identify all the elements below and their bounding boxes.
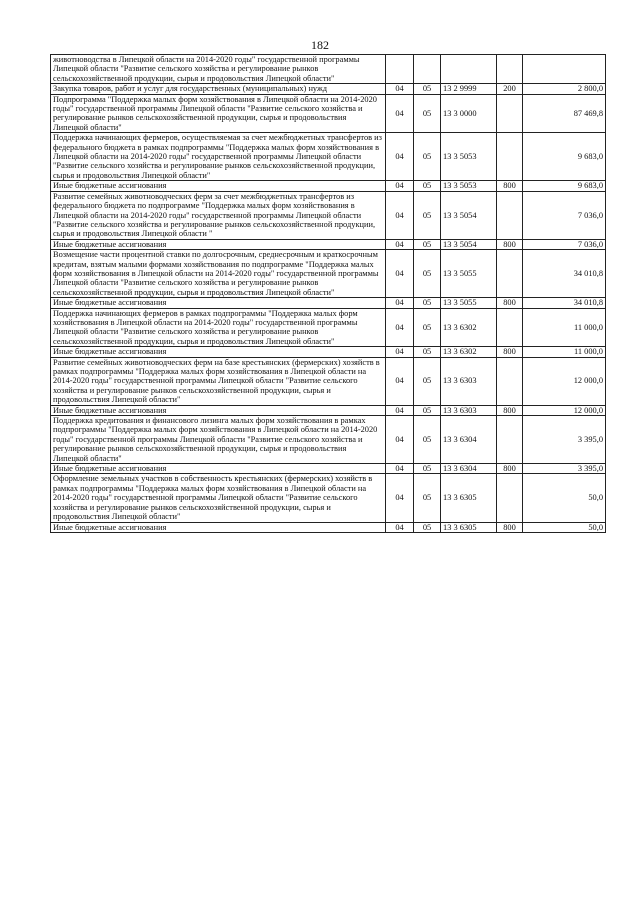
table-row <box>51 239 606 249</box>
row-name: животноводства в Липецкой области на 2014-2020 годы" государственной программы Липецкой области "Развитие сельского хозяйства и регулирование рынков сельскохозяйственной продукции, сырья и продовольствия Липецкой области" <box>51 55 386 84</box>
row-name: Оформление земельных участков в собственность крестьянских (фермерских) хозяйств в рамках подпрограммы "Поддержка малых форм хозяйствования в Липецкой области на 2014-2020 годы" государственной программы Липецкой области "Развитие сельского хозяйства и регулирование рынков сельскохозяйственной продукции, сырья и продовольствия Липецкой области" <box>51 474 386 522</box>
row-name: Развитие семейных животноводческих ферм на базе крестьянских (фермерских) хозяйств в рамках подпрограммы "Поддержка малых форм хозяйствования в Липецкой области на 2014-2020 годы" государственной программы Липецкой области "Развитие сельского хозяйства и регулирование рынков сельскохозяйственной продукции, сырья и продовольствия Липецкой области" <box>51 357 386 405</box>
row-section: 04 <box>386 347 414 357</box>
row-sum: 11 000,0 <box>523 308 606 347</box>
row-sum: 12 000,0 <box>523 357 606 405</box>
row-subsection: 05 <box>414 191 441 239</box>
row-expense-type <box>497 308 523 347</box>
row-section: 04 <box>386 357 414 405</box>
row-sum: 2 800,0 <box>523 84 606 94</box>
row-name: Иные бюджетные ассигнования <box>51 405 386 415</box>
row-name: Развитие семейных животноводческих ферм за счет межбюджетных трансфертов из федерального бюджета по подпрограмме "Поддержка малых форм хозяйствования в Липецкой области на 2014-2020 годы" государственной программы Липецкой области "Развитие сельского хозяйства и регулирование рынков сельскохозяйственной продукции, сырья и продовольствия Липецкой области " <box>51 191 386 239</box>
row-expense-type <box>497 250 523 298</box>
row-target-article: 13 3 5054 <box>441 239 497 249</box>
row-name: Иные бюджетные ассигнования <box>51 347 386 357</box>
table-row <box>51 94 606 133</box>
table-row <box>51 250 606 298</box>
row-target-article: 13 3 5053 <box>441 181 497 191</box>
table-row <box>51 55 606 84</box>
row-sum: 9 683,0 <box>523 181 606 191</box>
table-row <box>51 522 606 532</box>
row-section: 04 <box>386 181 414 191</box>
row-subsection: 05 <box>414 308 441 347</box>
table-row <box>51 133 606 181</box>
row-target-article: 13 3 6305 <box>441 474 497 522</box>
row-name: Иные бюджетные ассигнования <box>51 239 386 249</box>
row-section: 04 <box>386 298 414 308</box>
budget-table <box>50 54 606 533</box>
row-sum: 7 036,0 <box>523 239 606 249</box>
row-expense-type: 200 <box>497 84 523 94</box>
row-section: 04 <box>386 522 414 532</box>
table-row <box>51 357 606 405</box>
row-expense-type: 800 <box>497 522 523 532</box>
row-subsection: 05 <box>414 464 441 474</box>
row-subsection: 05 <box>414 181 441 191</box>
row-target-article: 13 3 5055 <box>441 250 497 298</box>
row-name: Поддержка кредитования и финансового лизинга малых форм хозяйствования в рамках подпрограммы "Поддержка малых форм хозяйствования в Липецкой области на 2014-2020 годы" государственной программы Липецкой области "Развитие сельского хозяйства и регулирование рынков сельскохозяйственной продукции, сырья и продовольствия Липецкой области" <box>51 416 386 464</box>
row-subsection <box>414 55 441 84</box>
row-sum: 9 683,0 <box>523 133 606 181</box>
row-target-article: 13 3 6302 <box>441 347 497 357</box>
row-section: 04 <box>386 94 414 133</box>
row-sum: 7 036,0 <box>523 191 606 239</box>
row-subsection: 05 <box>414 133 441 181</box>
row-subsection: 05 <box>414 474 441 522</box>
row-section <box>386 55 414 84</box>
row-section: 04 <box>386 191 414 239</box>
row-target-article: 13 3 5055 <box>441 298 497 308</box>
row-target-article: 13 3 6303 <box>441 357 497 405</box>
row-section: 04 <box>386 239 414 249</box>
row-section: 04 <box>386 474 414 522</box>
table-row <box>51 474 606 522</box>
row-name: Подпрограмма "Поддержка малых форм хозяйствования в Липецкой области на 2014-2020 годы" государственной программы Липецкой области "Развитие сельского хозяйства и регулирование рынков сельскохозяйственной продукции, сырья и продовольствия Липецкой области" <box>51 94 386 133</box>
row-name: Поддержка начинающих фермеров, осуществляемая за счет межбюджетных трансфертов из федерального бюджета в рамках подпрограммы "Поддержка малых форм хозяйствования в Липецкой области на 2014-2020 годы" государственной программы Липецкой области "Развитие сельского хозяйства и регулирование рынков сельскохозяйственной продукции, сырья и продовольствия Липецкой области" <box>51 133 386 181</box>
row-sum: 34 010,8 <box>523 250 606 298</box>
table-row <box>51 416 606 464</box>
row-target-article: 13 3 5053 <box>441 133 497 181</box>
row-expense-type <box>497 55 523 84</box>
row-name: Возмещение части процентной ставки по долгосрочным, среднесрочным и краткосрочным кредитам, взятым малыми формами хозяйствования по подпрограмме "Поддержка малых форм хозяйствования в Липецкой области на 2014-2020 годы" государственной программы Липецкой области "Развитие сельского хозяйства и регулирование рынков сельскохозяйственной продукции, сырья и продовольствия Липецкой области" <box>51 250 386 298</box>
table-row <box>51 191 606 239</box>
row-name: Поддержка начинающих фермеров в рамках подпрограммы "Поддержка малых форм хозяйствования в Липецкой области на 2014-2020 годы" государственной программы Липецкой области "Развитие сельского хозяйства и регулирование рынков сельскохозяйственной продукции, сырья и продовольствия Липецкой области" <box>51 308 386 347</box>
table-row <box>51 308 606 347</box>
row-target-article: 13 3 6303 <box>441 405 497 415</box>
row-expense-type <box>497 94 523 133</box>
table-row <box>51 181 606 191</box>
row-subsection: 05 <box>414 239 441 249</box>
table-row <box>51 464 606 474</box>
row-sum: 3 395,0 <box>523 416 606 464</box>
row-expense-type: 800 <box>497 181 523 191</box>
row-target-article: 13 3 6302 <box>441 308 497 347</box>
row-sum: 50,0 <box>523 474 606 522</box>
row-expense-type <box>497 416 523 464</box>
row-subsection: 05 <box>414 94 441 133</box>
row-target-article: 13 3 0000 <box>441 94 497 133</box>
row-target-article: 13 3 6304 <box>441 416 497 464</box>
row-subsection: 05 <box>414 405 441 415</box>
row-name: Иные бюджетные ассигнования <box>51 181 386 191</box>
row-expense-type: 800 <box>497 298 523 308</box>
row-target-article: 13 2 9999 <box>441 84 497 94</box>
row-section: 04 <box>386 405 414 415</box>
row-sum: 11 000,0 <box>523 347 606 357</box>
row-section: 04 <box>386 416 414 464</box>
row-target-article: 13 3 6304 <box>441 464 497 474</box>
row-subsection: 05 <box>414 250 441 298</box>
row-expense-type: 800 <box>497 464 523 474</box>
row-subsection: 05 <box>414 298 441 308</box>
table-row <box>51 298 606 308</box>
table-row <box>51 84 606 94</box>
row-subsection: 05 <box>414 84 441 94</box>
row-sum: 87 469,8 <box>523 94 606 133</box>
row-expense-type <box>497 474 523 522</box>
row-subsection: 05 <box>414 347 441 357</box>
table-row <box>51 347 606 357</box>
row-sum <box>523 55 606 84</box>
row-name: Иные бюджетные ассигнования <box>51 464 386 474</box>
row-target-article: 13 3 5054 <box>441 191 497 239</box>
row-name: Закупка товаров, работ и услуг для государственных (муниципальных) нужд <box>51 84 386 94</box>
row-target-article <box>441 55 497 84</box>
row-name: Иные бюджетные ассигнования <box>51 298 386 308</box>
row-subsection: 05 <box>414 522 441 532</box>
row-expense-type <box>497 191 523 239</box>
row-sum: 34 010,8 <box>523 298 606 308</box>
row-section: 04 <box>386 308 414 347</box>
row-expense-type: 800 <box>497 405 523 415</box>
row-sum: 3 395,0 <box>523 464 606 474</box>
row-sum: 50,0 <box>523 522 606 532</box>
row-expense-type: 800 <box>497 239 523 249</box>
row-section: 04 <box>386 133 414 181</box>
row-expense-type: 800 <box>497 347 523 357</box>
row-subsection: 05 <box>414 357 441 405</box>
row-target-article: 13 3 6305 <box>441 522 497 532</box>
row-section: 04 <box>386 250 414 298</box>
row-sum: 12 000,0 <box>523 405 606 415</box>
page-number: 182 <box>311 38 329 52</box>
row-section: 04 <box>386 84 414 94</box>
row-name: Иные бюджетные ассигнования <box>51 522 386 532</box>
row-expense-type <box>497 357 523 405</box>
row-expense-type <box>497 133 523 181</box>
table-row <box>51 405 606 415</box>
row-subsection: 05 <box>414 416 441 464</box>
row-section: 04 <box>386 464 414 474</box>
